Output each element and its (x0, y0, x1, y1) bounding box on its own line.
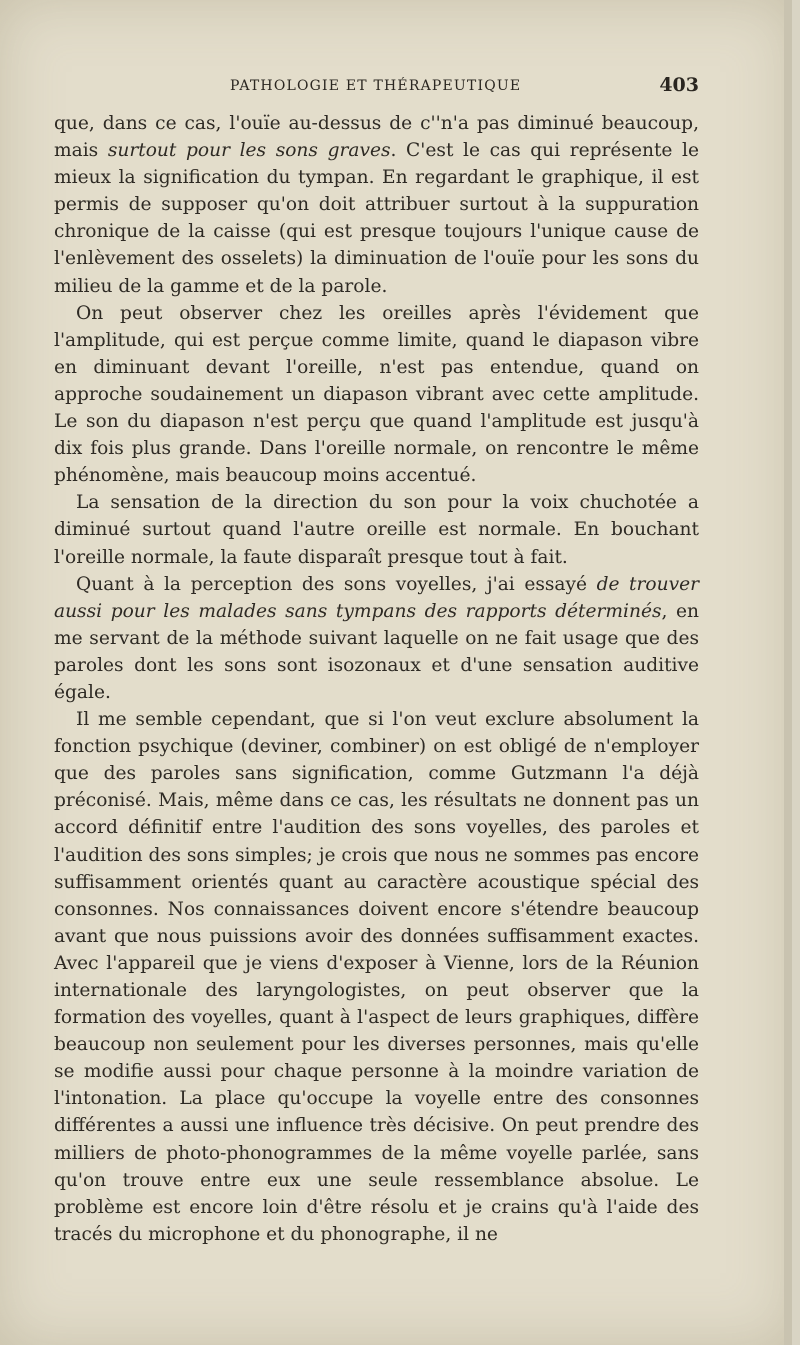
paragraph-1-emphasis: surtout pour les sons graves (107, 140, 391, 162)
page-number: 403 (659, 74, 699, 96)
paragraph-5: Il me semble cependant, que si l'on veut exclure absolument la fonction psychique (deviner, combiner) on est obligé de n'employer que des paroles sans signification, comme Gutzmann l'a déjà préconisé. Mais, même dans ce cas, les résultats ne donnent pas un accord définitif entre l'audition des sons voyelles, des paroles et l'audition des sons simples; je crois que nous ne sommes pas encore suffisamment orientés quant au caractère acoustique spécial des consonnes. Nos connaissances doivent encore s'étendre beaucoup avant que nous puissions avoir des données suffisamment exactes. Avec l'appareil que je viens d'exposer à Vienne, lors de la Réunion internationale des laryngologistes, on peut observer que la formation des voyelles, quant à l'aspect de leurs graphiques, diffère beaucoup non seulement pour les diverses personnes, mais qu'elle se modifie aussi pour chaque personne à la moindre variation de l'intonation. La place qu'occupe la voyelle entre des consonnes différentes a aussi une influence très décisive. On peut prendre des milliers de photo-phonogrammes de la même voyelle parlée, sans qu'on trouve entre eux une seule ressemblance absolue. Le problème est encore loin d'être résolu et je crains qu'à l'aide des tracés du microphone et du phonographe, il ne (54, 709, 699, 1245)
paragraph-2: On peut observer chez les oreilles après l'évidement que l'amplitude, qui est perçue comme limite, quand le diapason vibre en diminuant devant l'oreille, n'est pas entendue, quand on approche soudainement un diapason vibrant avec cette amplitude. Le son du diapason n'est perçu que quand l'amplitude est jusqu'à dix fois plus grande. Dans l'oreille normale, on rencontre le même phénomène, mais beaucoup moins accentué. (54, 302, 699, 487)
paragraph-4 (54, 571, 699, 706)
page-header (54, 74, 699, 100)
body-text (54, 110, 699, 1248)
paragraph-1 (54, 110, 699, 300)
paragraph-1-text-a: que, dans ce cas, l'ouïe au-dessus de c''n'a pas diminué beaucoup, mais (54, 113, 699, 162)
paragraph-4-emphasis: de trouver aussi pour les malades sans tympans des rapports déterminés (54, 573, 699, 622)
paragraph-3: La sensation de la direction du son pour la voix chuchotée a diminué surtout quand l'autre oreille est normale. En bouchant l'oreille normale, la faute disparaît presque tout à fait. (54, 492, 699, 568)
running-head: PATHOLOGIE ET THÉRAPEUTIQUE (230, 78, 522, 94)
paragraph-1-text-b: . C'est le cas qui représente le mieux la signification du tympan. En regardant le graphique, il est permis de supposer qu'on doit attribuer surtout à la suppuration chronique de la caisse (qui est presque toujours l'unique cause de l'enlèvement des osselets) la diminuation de l'ouïe pour les sons du milieu de la gamme et de la parole. (54, 140, 699, 297)
paragraph-4-text-b: , en me servant de la méthode suivant laquelle on ne fait usage que des paroles dont les sons sont isozonaux et d'une sensation auditive égale. (54, 600, 699, 703)
paragraph-4-text-a: Quant à la perception des sons voyelles, j'ai essayé (76, 573, 597, 595)
page-edge (784, 0, 792, 1345)
